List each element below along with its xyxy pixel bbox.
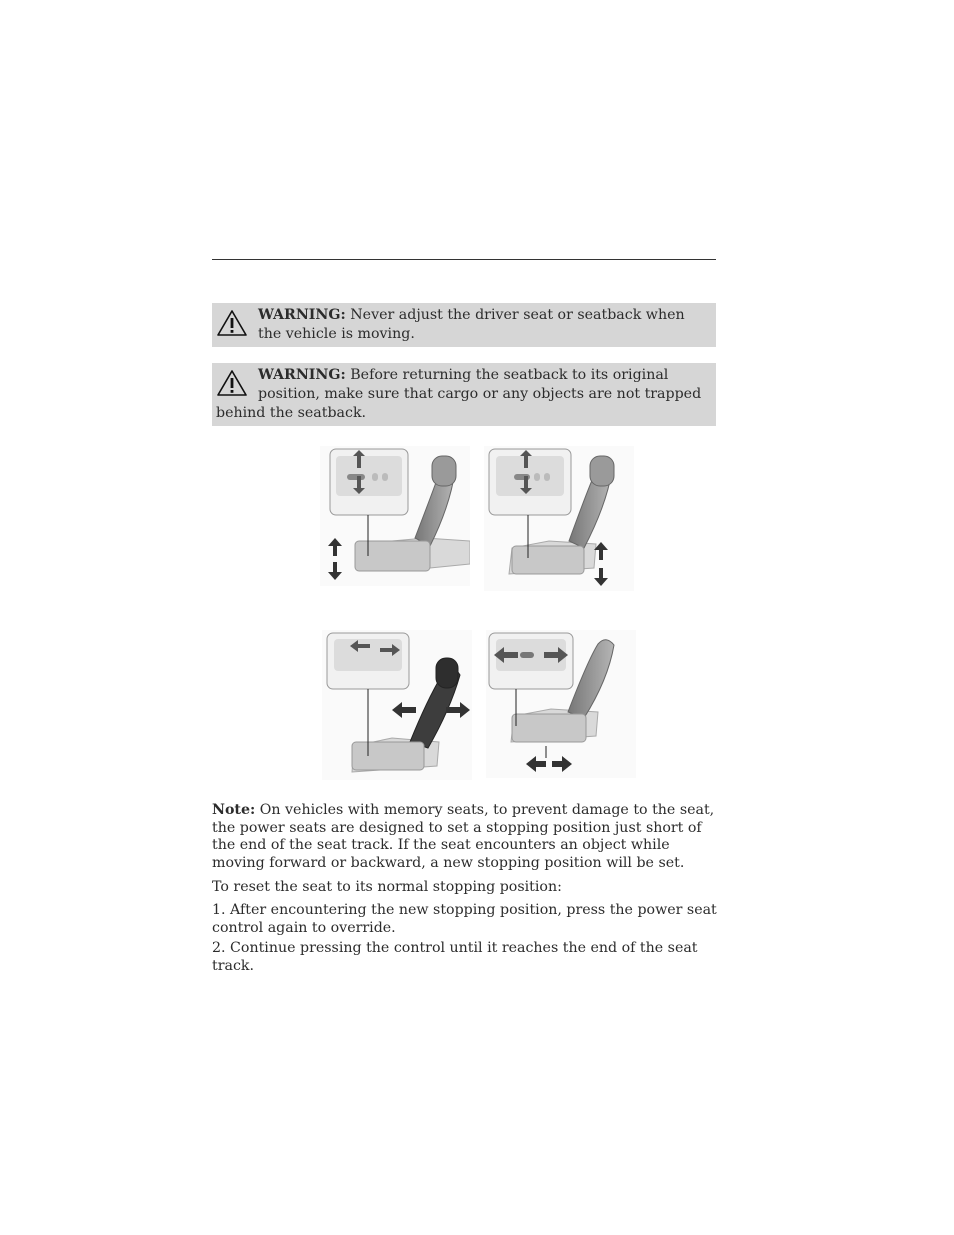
list-item: 1. After encountering the new stopping position, press the power seat control again to override. [212,902,717,936]
warning-triangle-icon [216,309,248,337]
list-item: 2. Continue pressing the control until it reaches the end of the seat track. [212,940,698,974]
seatback-recline-illustration [322,630,472,780]
warning-label: WARNING: [258,367,346,383]
warning-text: Never adjust the driver seat or seatback when the vehicle is moving. [258,307,685,342]
warning-box [212,363,716,426]
seat-height-front-adjust-illustration [320,446,470,586]
warning-label: WARNING: [258,307,346,323]
note-label: Note: [212,802,256,818]
warning-text: Before returning the seatback to its original position, make sure that cargo or any objects are not trapped behind the seatback. [216,367,702,421]
header-rule [212,259,716,260]
seat-fore-aft-illustration [486,630,636,778]
warning-triangle-icon [216,369,248,397]
warning-box [212,303,716,347]
note-text: On vehicles with memory seats, to prevent damage to the seat, the power seats are designed to set a stopping position just short of the end of the seat track. If the seat encounters an object while moving forward or backward, a new stopping position will be set. [212,802,715,871]
seat-height-rear-adjust-illustration [484,446,634,591]
reset-intro: To reset the seat to its normal stopping position: [212,879,562,895]
note-paragraph [212,802,722,872]
